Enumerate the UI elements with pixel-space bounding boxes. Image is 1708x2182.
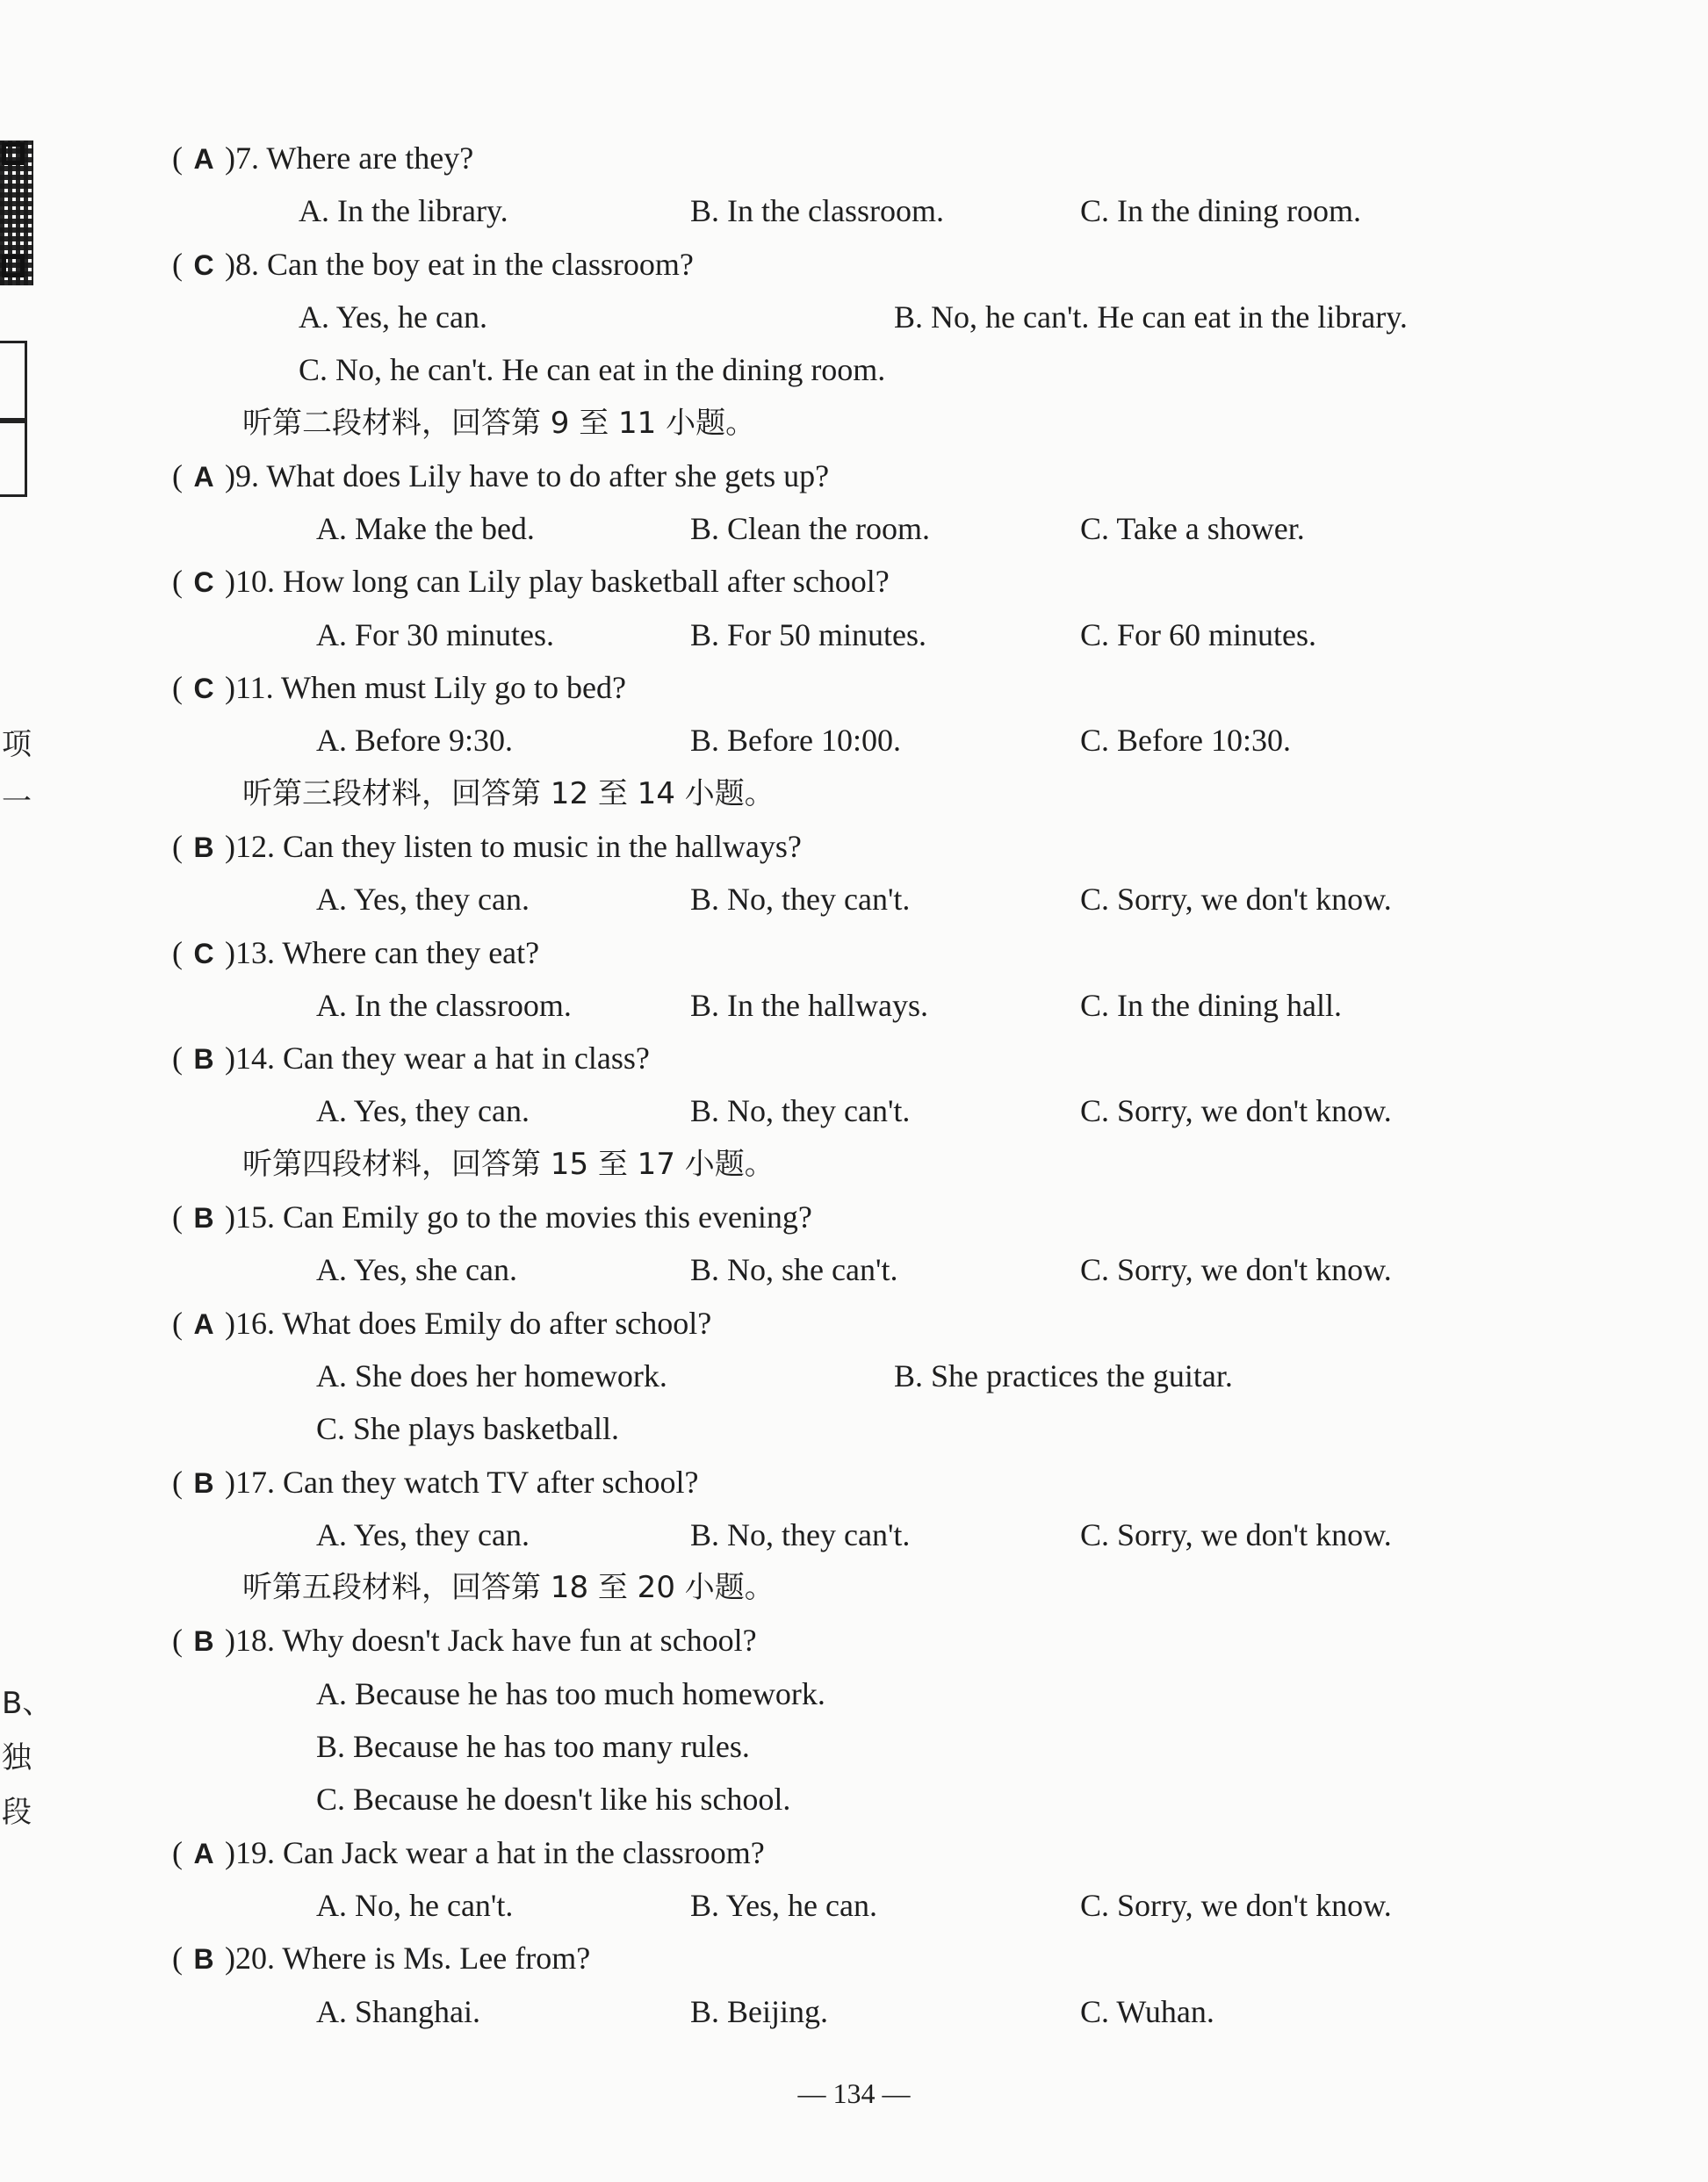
option-b: B. No, they can't. [690, 1093, 911, 1128]
page-number: — 134 — [797, 2078, 911, 2109]
margin-box-bottom [0, 418, 27, 497]
question-text: )17. Can they watch TV after school? [225, 1465, 699, 1500]
margin-char-4: 独 [2, 1740, 32, 1775]
qr-finder-top-left [2, 142, 25, 165]
answer-letter: C [193, 249, 214, 281]
question-text: )14. Can they wear a hat in class? [225, 1041, 650, 1076]
margin-char-5: 段 [2, 1795, 32, 1830]
option-b: B. No, they can't. [690, 1517, 911, 1552]
question-row [172, 457, 829, 495]
option-a: C. Because he doesn't like his school. [316, 1782, 791, 1817]
answer-bracket-open: ( [172, 1306, 183, 1341]
option-c: C. Take a shower. [1080, 511, 1305, 546]
answer-bracket-open: ( [172, 935, 183, 970]
answer-letter: B [193, 1202, 214, 1234]
option-c: C. Sorry, we don't know. [1080, 1093, 1392, 1128]
option-c: C. Sorry, we don't know. [1080, 1888, 1392, 1923]
answer-bracket-open: ( [172, 1941, 183, 1976]
question-row [172, 1833, 765, 1872]
question-text: )9. What does Lily have to do after she gets up? [225, 458, 830, 493]
question-row [172, 1939, 590, 1977]
option-a: A. Yes, she can. [316, 1252, 517, 1287]
question-row [172, 933, 539, 972]
question-text: )13. Where can they eat? [225, 935, 540, 970]
section-heading: 听第四段材料，回答第 15 至 17 小题。 [242, 1147, 775, 1182]
margin-char-1: 项 [2, 727, 32, 762]
question-row [172, 562, 890, 601]
option-b: B. She practices the guitar. [894, 1358, 1233, 1393]
answer-bracket-open: ( [172, 564, 183, 599]
answer-letter: B [193, 832, 214, 863]
question-text: )15. Can Emily go to the movies this evening? [225, 1199, 812, 1235]
answer-bracket-open: ( [172, 1465, 183, 1500]
option-a: A. Yes, he can. [299, 299, 487, 335]
question-row [172, 245, 694, 284]
answer-bracket-open: ( [172, 1623, 183, 1658]
option-b: B. Clean the room. [690, 511, 930, 546]
answer-letter: A [193, 461, 214, 493]
answer-bracket-open: ( [172, 829, 183, 864]
option-b: B. Before 10:00. [690, 723, 901, 758]
option-a: A. In the library. [299, 193, 508, 228]
option-c: C. Sorry, we don't know. [1080, 1517, 1392, 1552]
answer-letter: C [193, 566, 214, 598]
question-row [172, 668, 626, 707]
question-text: )20. Where is Ms. Lee from? [225, 1941, 591, 1976]
question-text: )8. Can the boy eat in the classroom? [225, 247, 694, 282]
question-text: )10. How long can Lily play basketball after school? [225, 564, 890, 599]
option-b: B. No, she can't. [690, 1252, 898, 1287]
margin-box-top [0, 341, 27, 423]
question-text: )19. Can Jack wear a hat in the classroom? [225, 1835, 765, 1870]
option-c: C. In the dining room. [1080, 193, 1361, 228]
answer-letter: C [193, 938, 214, 969]
answer-letter: A [193, 143, 214, 175]
question-row [172, 1198, 812, 1236]
option-c: C. Sorry, we don't know. [1080, 1252, 1392, 1287]
option-b: B. In the classroom. [690, 193, 944, 228]
answer-letter: B [193, 1467, 214, 1499]
option-a: C. No, he can't. He can eat in the dining room. [299, 352, 886, 387]
answer-bracket-open: ( [172, 140, 183, 176]
margin-char-3: B、 [2, 1686, 53, 1721]
answer-letter: B [193, 1625, 214, 1657]
question-text: )12. Can they listen to music in the hallways? [225, 829, 802, 864]
answer-bracket-open: ( [172, 1041, 183, 1076]
option-b: B. No, he can't. He can eat in the library. [894, 299, 1408, 335]
option-b: B. No, they can't. [690, 882, 911, 917]
option-a: A. Yes, they can. [316, 1093, 530, 1128]
answer-letter: A [193, 1308, 214, 1340]
answer-bracket-open: ( [172, 670, 183, 705]
option-c: C. In the dining hall. [1080, 988, 1342, 1023]
option-c: C. For 60 minutes. [1080, 617, 1317, 652]
option-c: C. Before 10:30. [1080, 723, 1291, 758]
option-c: C. Sorry, we don't know. [1080, 882, 1392, 917]
question-text: )7. Where are they? [225, 140, 474, 176]
answer-bracket-open: ( [172, 247, 183, 282]
question-row [172, 1621, 757, 1660]
question-text: )18. Why doesn't Jack have fun at school? [225, 1623, 757, 1658]
question-row [172, 1304, 711, 1343]
question-row [172, 1039, 650, 1077]
option-a: A. For 30 minutes. [316, 617, 555, 652]
option-a: A. Because he has too much homework. [316, 1676, 825, 1711]
answer-bracket-open: ( [172, 458, 183, 493]
question-text: )16. What does Emily do after school? [225, 1306, 712, 1341]
option-a: A. Shanghai. [316, 1994, 480, 2029]
answer-letter: C [193, 673, 214, 704]
answer-bracket-open: ( [172, 1199, 183, 1235]
margin-char-2: 一 [2, 784, 32, 819]
option-a: A. Yes, they can. [316, 1517, 530, 1552]
option-c: C. Wuhan. [1080, 1994, 1214, 2029]
section-heading: 听第五段材料，回答第 18 至 20 小题。 [242, 1570, 775, 1605]
answer-letter: A [193, 1838, 214, 1869]
option-b: B. Yes, he can. [690, 1888, 877, 1923]
option-a: B. Because he has too many rules. [316, 1729, 750, 1764]
option-a: A. Yes, they can. [316, 882, 530, 917]
question-text: )11. When must Lily go to bed? [225, 670, 626, 705]
option-b: B. Beijing. [690, 1994, 829, 2029]
section-heading: 听第三段材料，回答第 12 至 14 小题。 [242, 776, 775, 811]
question-row [172, 827, 802, 866]
option-a: C. She plays basketball. [316, 1411, 619, 1446]
section-heading: 听第二段材料，回答第 9 至 11 小题。 [242, 406, 756, 441]
option-b: B. For 50 minutes. [690, 617, 927, 652]
answer-letter: B [193, 1943, 214, 1975]
option-a: A. Before 9:30. [316, 723, 513, 758]
option-a: A. She does her homework. [316, 1358, 667, 1393]
answer-letter: B [193, 1043, 214, 1075]
option-a: A. No, he can't. [316, 1888, 514, 1923]
qr-finder-bottom-left [2, 255, 25, 277]
option-a: A. In the classroom. [316, 988, 572, 1023]
option-a: A. Make the bed. [316, 511, 535, 546]
question-row [172, 1463, 699, 1501]
option-b: B. In the hallways. [690, 988, 928, 1023]
question-row [172, 139, 473, 177]
answer-bracket-open: ( [172, 1835, 183, 1870]
